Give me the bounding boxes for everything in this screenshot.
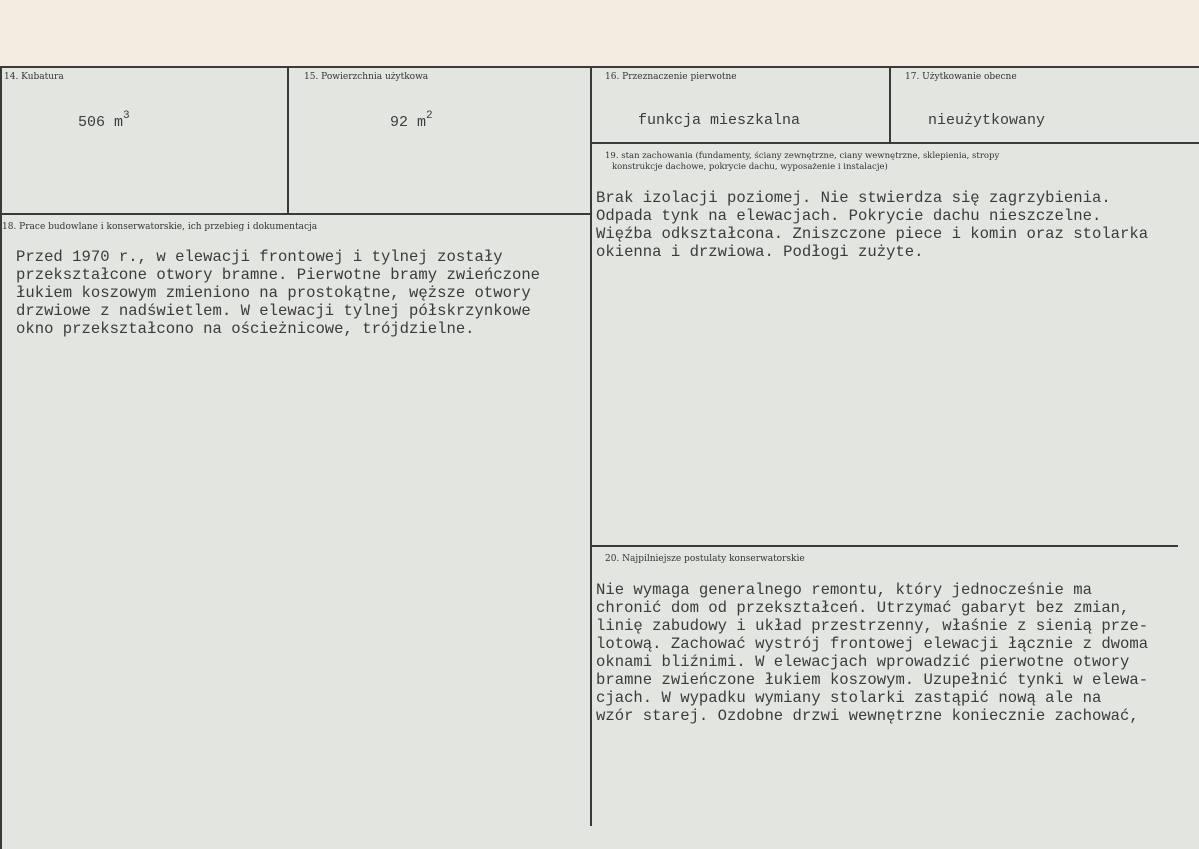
rule-16-19: [592, 142, 1199, 144]
field14-value: [78, 112, 130, 131]
field16-label: 16. Przeznaczenie pierwotne: [605, 72, 737, 82]
field20-line: cjach. W wypadku wymiany stolarki zastąpić nową ale na: [596, 689, 1102, 707]
field20-line: oknami bliźnimi. W elewacjach wprowadzić pierwotne otwory: [596, 653, 1130, 671]
field14-exponent: 3: [123, 110, 130, 122]
field19-line: okienna i drzwiowa. Podłogi zużyte.: [596, 243, 924, 261]
rule-above-18: [0, 213, 590, 215]
field19-line: Brak izolacji poziomej. Nie stwierdza się zagrzybienia.: [596, 189, 1111, 207]
field15-label: 15. Powierzchnia użytkowa: [304, 72, 429, 82]
field19-text: [596, 189, 1148, 261]
field17-value: nieużytkowany: [928, 112, 1046, 129]
field16-value: funkcja mieszkalna: [638, 112, 801, 129]
field14-label: 14. Kubatura: [4, 72, 64, 82]
field15-value: [390, 112, 433, 131]
field20-text: [596, 581, 1148, 725]
field14-number: 506 m: [78, 114, 124, 131]
field19-label-line1: 19. stan zachowania (fundamenty, ściany zewnętrzne, ciany wewnętrzne, sklepienia, stropy: [605, 151, 1000, 161]
field20-line: linię zabudowy i układ przestrzenny, właśnie z sienią prze-: [596, 617, 1149, 635]
center-divider: [590, 66, 592, 826]
field18-text: [16, 248, 540, 338]
field20-line: bramne zwieńczone łukiem koszowym. Uzupełnić tynki w elewa-: [596, 671, 1149, 689]
field18-line: Przed 1970 r., w elewacji frontowej i tylnej zostały: [16, 248, 503, 266]
field18-line: przekształcone otwory bramne. Pierwotne bramy zwieńczone: [16, 266, 541, 284]
field20-line: wzór starej. Ozdobne drzwi wewnętrzne koniecznie zachować,: [596, 707, 1139, 725]
left-edge: [0, 66, 2, 849]
field18-label: 18. Prace budowlane i konserwatorskie, ich przebieg i dokumentacja: [2, 222, 318, 232]
field20-line: lotową. Zachować wystrój frontowej elewacji łącznie z dwoma: [596, 635, 1149, 653]
field19-line: Więźba odkształcona. Zniszczone piece i komin oraz stolarka: [596, 225, 1149, 243]
field15-exponent: 2: [426, 110, 433, 122]
field20-label: 20. Najpilniejsze postulaty konserwatorskie: [605, 554, 805, 564]
divider-14-15: [287, 66, 289, 214]
field20-line: chronić dom od przekształceń. Utrzymać gabaryt bez zmian,: [596, 599, 1130, 617]
field15-number: 92 m: [390, 114, 427, 131]
field18-line: okno przekształcono na ościeżnicowe, trójdzielne.: [16, 320, 475, 338]
field18-line: łukiem koszowym zmieniono na prostokątne, węższe otwory: [16, 284, 531, 302]
field19-label-line2: konstrukcje dachowe, pokrycie dachu, wyposażenie i instalacje): [612, 162, 888, 172]
field17-label: 17. Użytkowanie obecne: [905, 72, 1017, 82]
divider-16-17: [889, 66, 891, 142]
top-rule: [0, 66, 1199, 68]
field20-line: Nie wymaga generalnego remontu, który jednocześnie ma: [596, 581, 1092, 599]
rule-above-20: [592, 545, 1178, 547]
card-top-band: [0, 0, 1199, 66]
field19-line: Odpada tynk na elewacjach. Pokrycie dachu nieszczelne.: [596, 207, 1102, 225]
field18-line: drzwiowe z nadświetlem. W elewacji tylnej półskrzynkowe: [16, 302, 531, 320]
